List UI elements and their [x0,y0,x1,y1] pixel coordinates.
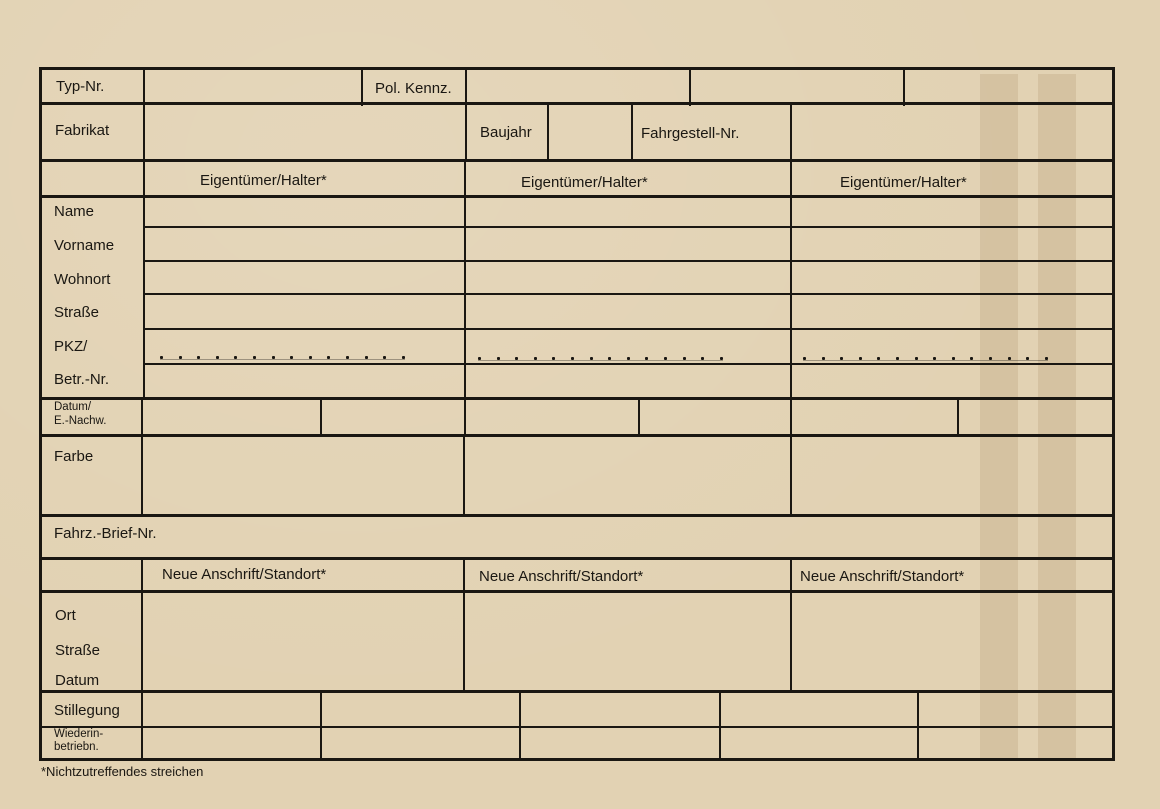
farbe-label: Farbe [54,448,94,465]
fahrgestell-nr-label: Fahrgestell-Nr. [641,125,740,142]
column-divider [141,557,143,692]
row-divider [143,260,1115,262]
row-divider [39,590,1115,593]
row-divider [39,159,1115,162]
column-divider [320,690,322,760]
column-divider [689,70,691,106]
wohnort-label: Wohnort [54,271,111,288]
baujahr-label: Baujahr [480,124,532,141]
column-divider [719,690,721,760]
address-heading-1: Neue Anschrift/Standort* [162,566,327,583]
pkz-baseline [478,360,723,361]
pkz-baseline [160,359,405,360]
owner-heading-3: Eigentümer/Halter* [840,174,967,191]
column-divider [143,161,145,399]
row-divider [39,195,1115,198]
column-divider [790,557,792,692]
row-divider [143,363,1115,365]
row-divider [143,226,1115,228]
pkz-digit-marks [478,357,738,363]
fabrikat-label: Fabrikat [55,122,110,139]
row-divider [39,557,1115,560]
row-divider [143,293,1115,295]
row-divider [39,434,1115,437]
column-divider [465,104,467,162]
e-nachweis-label: E.-Nachw. [54,415,107,427]
column-divider [519,690,521,760]
name-label: Name [54,203,95,220]
address-datum-label: Datum [55,672,100,689]
pkz-digit-marks [803,357,1063,363]
column-divider [141,397,143,516]
wiederinbetriebnahme-label-2: betriebn. [54,741,99,753]
strasse-label: Straße [54,304,100,321]
address-heading-2: Neue Anschrift/Standort* [479,568,644,585]
column-divider [320,397,322,435]
betr-nr-label: Betr.-Nr. [54,371,110,388]
typ-nr-label: Typ-Nr. [56,78,105,95]
row-divider [39,690,1115,693]
stillegung-label: Stillegung [54,702,120,719]
fahrz-brief-nr-label: Fahrz.-Brief-Nr. [54,525,157,542]
row-divider [39,726,1115,728]
pol-kennz-label: Pol. Kennz. [375,80,452,97]
pkz-label: PKZ/ [54,338,88,355]
column-divider [141,690,143,760]
column-divider [917,690,919,760]
column-divider [464,161,466,437]
column-divider [463,557,465,692]
column-divider [547,104,549,162]
pkz-digit-marks [160,356,420,362]
row-divider [143,328,1115,330]
column-divider [361,70,363,106]
column-divider [143,104,145,162]
owner-heading-2: Eigentümer/Halter* [521,174,648,191]
address-strasse-label: Straße [55,642,101,659]
column-divider [903,70,905,106]
column-divider [790,161,792,437]
column-divider [465,70,467,106]
row-divider [39,102,1115,105]
wiederinbetriebnahme-label-1: Wiederin- [54,728,104,740]
column-divider [638,397,640,435]
column-divider [790,436,792,516]
address-heading-3: Neue Anschrift/Standort* [800,568,965,585]
column-divider [790,104,792,162]
column-divider [143,70,145,106]
vorname-label: Vorname [54,237,115,254]
row-divider [39,514,1115,517]
column-divider [631,104,633,162]
column-divider [957,397,959,435]
pkz-baseline [803,360,1048,361]
owner-heading-1: Eigentümer/Halter* [200,172,327,189]
column-divider [463,436,465,516]
ort-label: Ort [55,607,76,624]
datum-label: Datum/ [54,401,92,413]
footnote: *Nichtzutreffendes streichen [41,764,204,779]
row-divider [39,397,1115,400]
